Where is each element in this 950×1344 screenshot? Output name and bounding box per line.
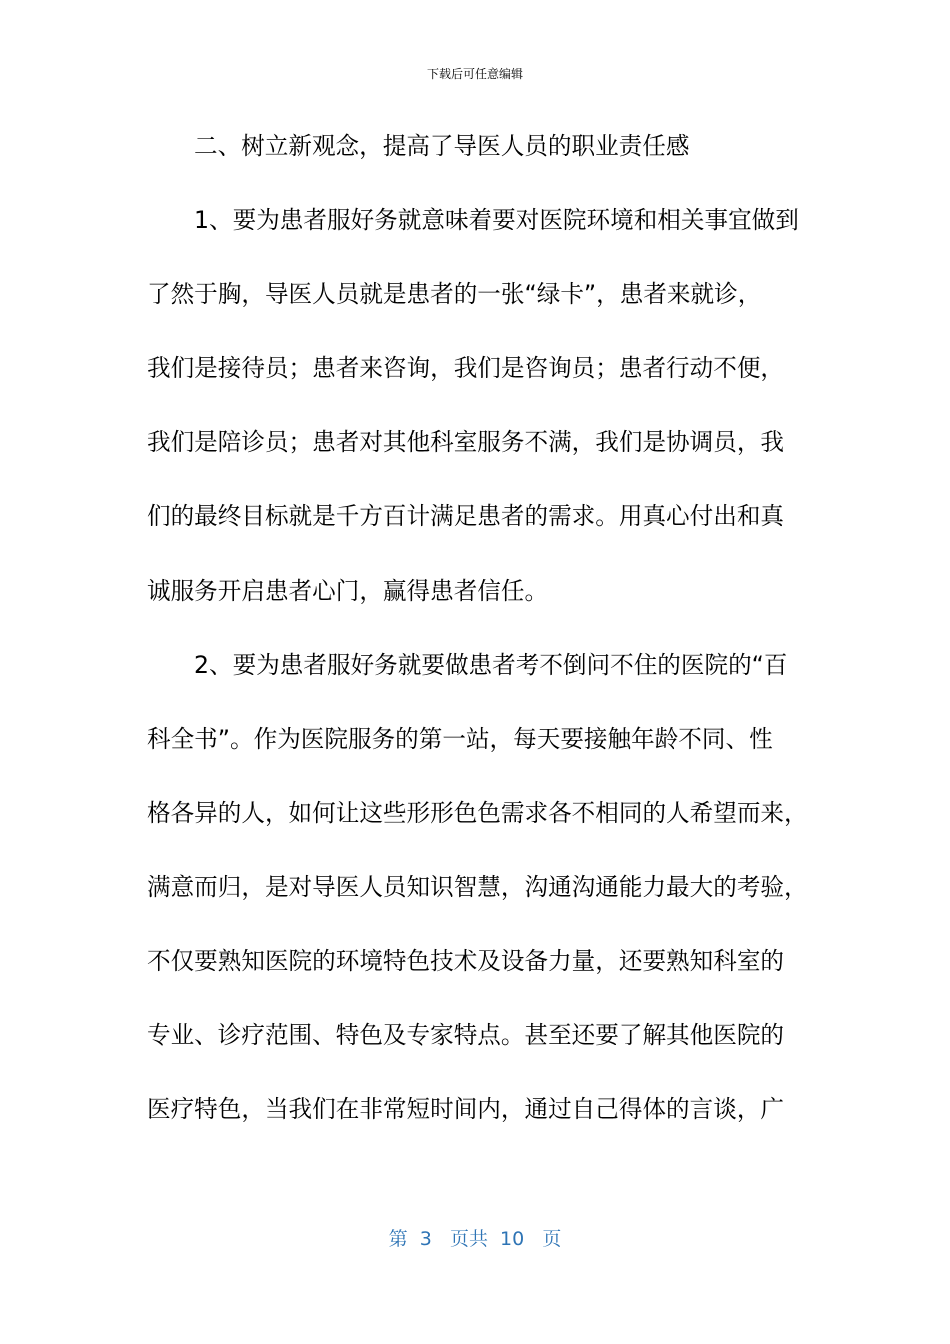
paragraph-line: 诚服务开启患者心门，赢得患者信任。 [147, 576, 549, 605]
paragraph-line: 科全书”。作为医院服务的第一站，每天要接触年龄不同、性 [147, 724, 773, 753]
paragraph-line: 了然于胸，导医人员就是患者的一张“绿卡”，患者来就诊， [147, 280, 762, 309]
document-body [147, 124, 808, 1161]
page-header: 下载后可任意编辑 [426, 67, 523, 81]
footer-suffix: 页 [542, 1228, 562, 1250]
paragraph-line: 我们是接待员；患者来咨询，我们是咨询员；患者行动不便， [147, 354, 785, 383]
paragraph-line: 们的最终目标就是千方百计满足患者的需求。用真心付出和真 [147, 502, 785, 531]
section-heading: 二、树立新观念，提高了导医人员的职业责任感 [194, 132, 690, 160]
paragraph-line: 我们是陪诊员；患者对其他科室服务不满，我们是协调员，我 [147, 428, 785, 457]
paragraph-line: 1、要为患者服好务就意味着要对医院环境和相关事宜做到 [194, 206, 799, 235]
paragraph-line: 专业、诊疗范围、特色及专家特点。甚至还要了解其他医院的 [147, 1021, 785, 1050]
paragraph-line: 满意而归，是对导医人员知识智慧，沟通沟通能力最大的考验， [147, 872, 808, 901]
paragraph-line: 格各异的人，如何让这些形形色色需求各不相同的人希望而来， [147, 798, 808, 827]
paragraph-line: 2、要为患者服好务就要做患者考不倒问不住的医院的“百 [194, 650, 788, 679]
total-pages-number: 10 [500, 1228, 525, 1250]
current-page-number: 3 [419, 1228, 432, 1250]
paragraph-line: 不仅要熟知医院的环境特色技术及设备力量，还要熟知科室的 [147, 947, 785, 976]
page-footer [0, 1226, 950, 1252]
footer-middle: 页共 [449, 1228, 488, 1250]
paragraph-line: 医疗特色，当我们在非常短时间内，通过自己得体的言谈，广 [147, 1095, 785, 1124]
footer-prefix: 第 [388, 1228, 408, 1250]
